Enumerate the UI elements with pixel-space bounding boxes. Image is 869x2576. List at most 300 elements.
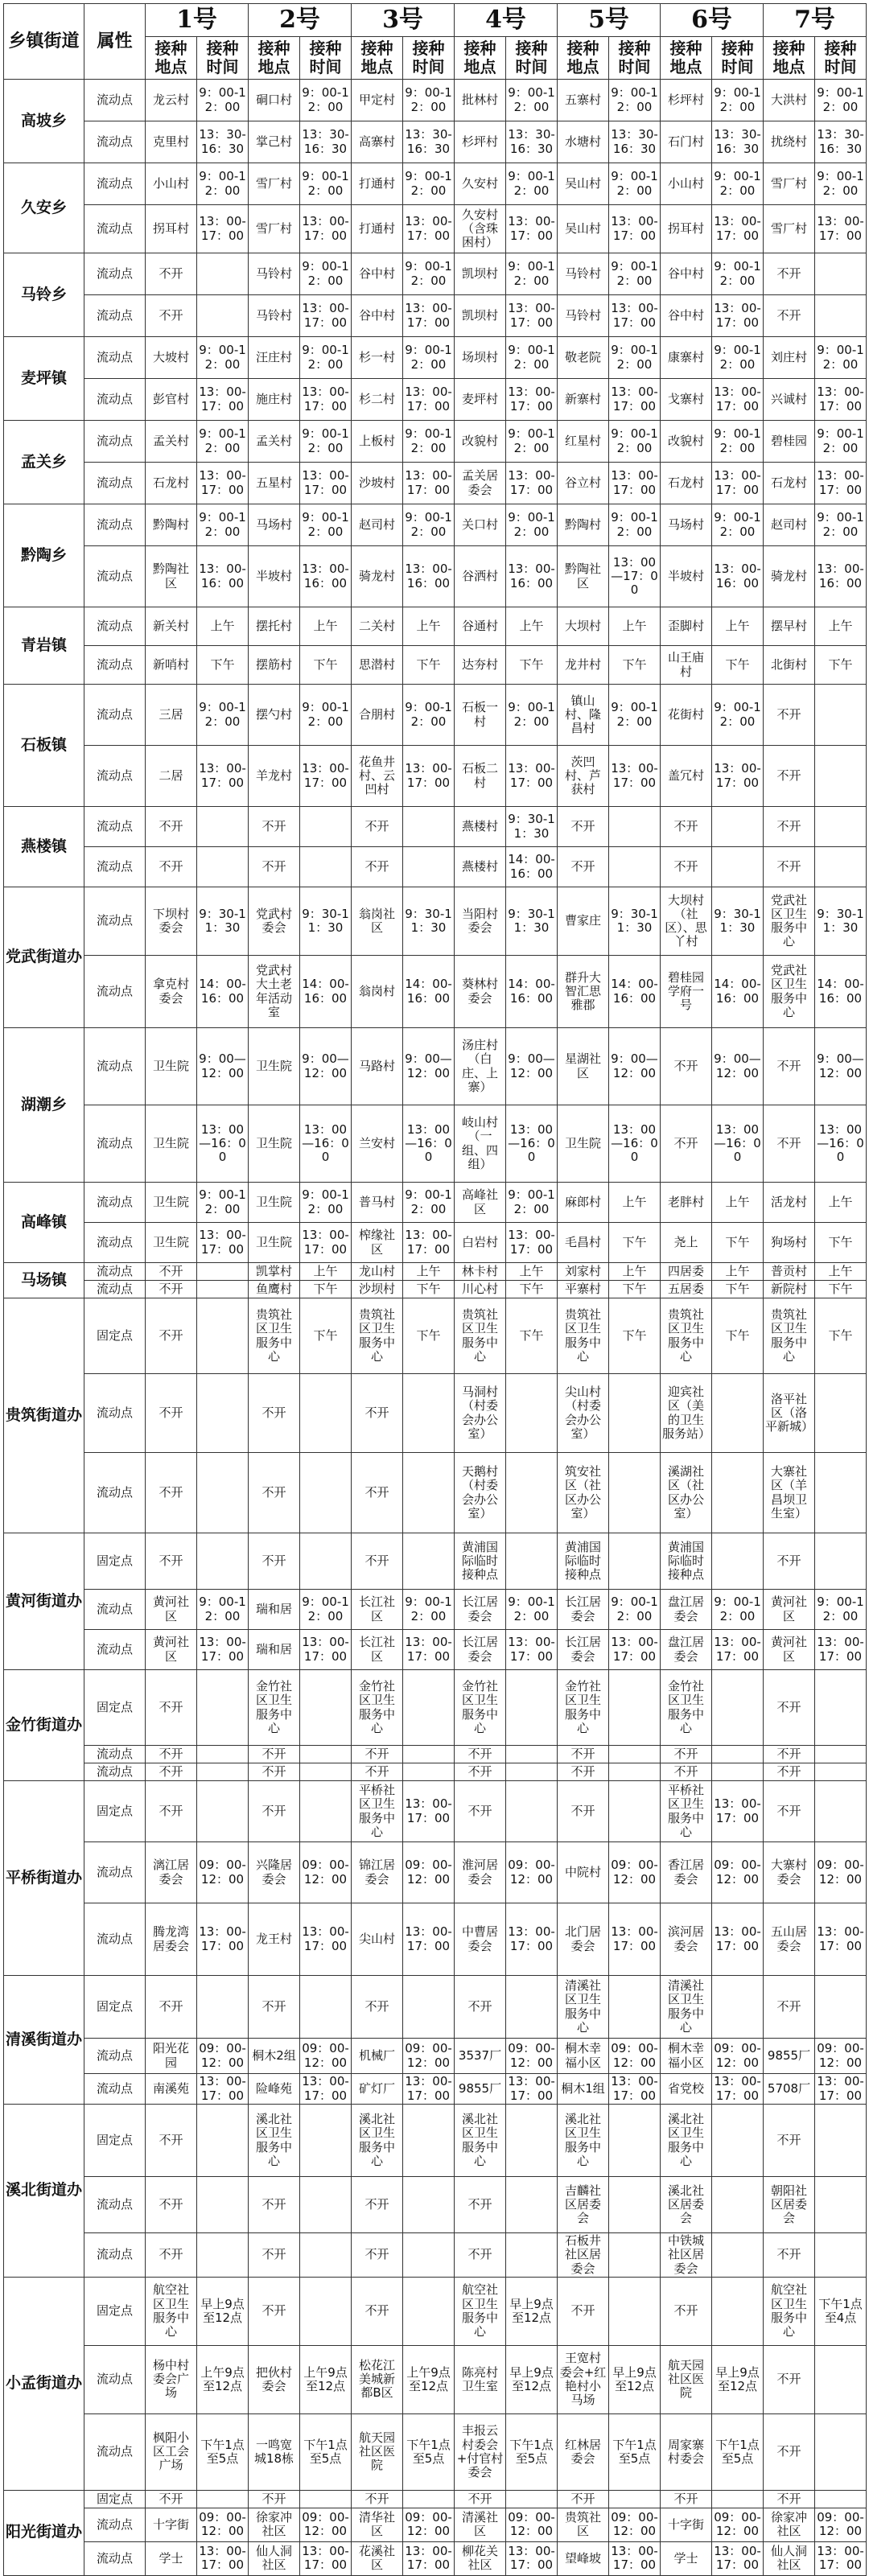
- time-cell: [300, 1763, 352, 1781]
- site-cell: 花溪社区: [352, 2541, 403, 2575]
- site-type: 固定点: [84, 2490, 146, 2508]
- site-cell: 康寨村: [661, 337, 712, 379]
- time-cell: 上午9点至12点: [403, 2345, 455, 2413]
- site-cell: 拿克村委会: [146, 956, 197, 1028]
- town-name: 平桥街道办: [4, 1781, 84, 1976]
- time-cell: [712, 1453, 764, 1533]
- time-cell: 上午: [815, 1183, 867, 1223]
- time-cell: 13：00—16：00: [197, 1105, 249, 1183]
- site-type: 流动点: [84, 546, 146, 607]
- site-cell: 石板一村: [455, 685, 506, 746]
- time-cell: 下午1点至5点: [506, 2413, 558, 2490]
- time-cell: 9：00-12：00: [300, 1590, 352, 1630]
- time-cell: 9：30-11：30: [712, 887, 764, 956]
- time-cell: 上午: [300, 607, 352, 646]
- time-cell: 上午: [712, 607, 764, 646]
- time-cell: 13：00-17：00: [712, 205, 764, 253]
- table-row: [4, 2345, 867, 2413]
- site-cell: 毛昌村: [558, 1223, 609, 1263]
- time-cell: 13：00-17：00: [609, 2541, 661, 2575]
- site-cell: 沙坡村: [352, 463, 403, 504]
- time-cell: 13：00-17：00: [403, 205, 455, 253]
- table-row: [4, 2177, 867, 2233]
- site-cell: 清溪社区: [455, 2508, 506, 2541]
- site-cell: 不开: [352, 1453, 403, 1533]
- time-cell: 上午9点至12点: [197, 2345, 249, 2413]
- time-cell: [300, 2233, 352, 2278]
- table-row: [4, 1763, 867, 1781]
- time-cell: 13：00-17：00: [609, 2074, 661, 2105]
- time-cell: 13：00-17：00: [197, 205, 249, 253]
- site-cell: 不开: [352, 1763, 403, 1781]
- site-cell: 吴山村: [558, 163, 609, 205]
- time-cell: 13：00-17：00: [300, 379, 352, 421]
- time-cell: 下午: [712, 646, 764, 685]
- time-cell: [712, 2105, 764, 2177]
- site-cell: 五山居委会: [764, 1903, 815, 1976]
- site-cell: 卫生院: [249, 1183, 300, 1223]
- time-cell: 9：00-12：00: [300, 163, 352, 205]
- time-header: 接种时间: [712, 37, 764, 80]
- time-cell: [506, 1533, 558, 1590]
- site-cell: 不开: [764, 1533, 815, 1590]
- site-cell: 盖冗村: [661, 746, 712, 807]
- site-cell: 卫生院: [249, 1105, 300, 1183]
- table-row: [4, 1781, 867, 1842]
- site-cell: 不开: [249, 1781, 300, 1842]
- time-cell: 13：00-16：00: [815, 546, 867, 607]
- time-cell: [197, 1763, 249, 1781]
- time-cell: [403, 807, 455, 847]
- town-name: 石板镇: [4, 685, 84, 807]
- site-cell: 不开: [455, 2233, 506, 2278]
- site-cell: 不开: [661, 847, 712, 887]
- time-cell: 09：00-12：00: [712, 1842, 764, 1903]
- site-cell: 清溪社区卫生服务中心: [558, 1976, 609, 2039]
- time-cell: [403, 2490, 455, 2508]
- site-type: 流动点: [84, 1903, 146, 1976]
- site-cell: 阳光花园: [146, 2039, 197, 2074]
- time-cell: 上午: [712, 1263, 764, 1281]
- time-cell: 早上9点至12点: [506, 2345, 558, 2413]
- site-cell: 翁岗村: [352, 956, 403, 1028]
- time-cell: 13：00-17：00: [712, 746, 764, 807]
- site-cell: 不开: [146, 847, 197, 887]
- site-cell: 合朋村: [352, 685, 403, 746]
- site-cell: 久安村（含珠困村）: [455, 205, 506, 253]
- site-cell: 曹家庄: [558, 887, 609, 956]
- site-cell: 达夯村: [455, 646, 506, 685]
- time-cell: 13：00-17：00: [403, 746, 455, 807]
- time-cell: 上午: [609, 1183, 661, 1223]
- time-cell: 下午: [815, 646, 867, 685]
- site-type: 流动点: [84, 746, 146, 807]
- site-cell: 杉二村: [352, 379, 403, 421]
- site-cell: 拐耳村: [661, 205, 712, 253]
- site-cell: 平桥社区卫生服务中心: [661, 1781, 712, 1842]
- time-cell: 下午: [403, 1281, 455, 1298]
- time-cell: [609, 2233, 661, 2278]
- time-cell: 09：00-12：00: [609, 2508, 661, 2541]
- site-cell: 大洪村: [764, 80, 815, 121]
- site-cell: 清华社区: [352, 2508, 403, 2541]
- time-cell: 9：00-12：00: [815, 163, 867, 205]
- time-cell: [300, 1746, 352, 1763]
- table-row: [4, 80, 867, 121]
- time-cell: 9：00-12：00: [197, 163, 249, 205]
- site-cell: 筑安社区（社区办公室）: [558, 1453, 609, 1533]
- time-cell: 上午: [712, 1183, 764, 1223]
- vaccination-schedule-table: [3, 3, 867, 2576]
- site-cell: 孟关村: [146, 421, 197, 463]
- site-cell: 镇山村、隆昌村: [558, 685, 609, 746]
- site-cell: 谷中村: [661, 295, 712, 337]
- time-cell: [300, 1781, 352, 1842]
- site-cell: 新哨村: [146, 646, 197, 685]
- time-cell: 13：00-17：00: [197, 463, 249, 504]
- site-cell: 省党校: [661, 2074, 712, 2105]
- time-cell: [815, 2177, 867, 2233]
- time-cell: 13：30-16：30: [815, 121, 867, 163]
- time-cell: [197, 1533, 249, 1590]
- site-cell: 不开: [249, 1976, 300, 2039]
- site-cell: 不开: [352, 1976, 403, 2039]
- site-cell: 敬老院: [558, 337, 609, 379]
- table-row: [4, 2508, 867, 2541]
- site-cell: 谷中村: [352, 295, 403, 337]
- site-cell: 不开: [146, 2233, 197, 2278]
- time-cell: 9：00-12：00: [403, 253, 455, 295]
- site-cell: 黄河社区: [146, 1590, 197, 1630]
- site-cell: 不开: [146, 1670, 197, 1746]
- site-cell: 麦坪村: [455, 379, 506, 421]
- site-type: 流动点: [84, 337, 146, 379]
- site-cell: 贵筑社区卫生服务中心: [352, 1298, 403, 1374]
- time-cell: [712, 807, 764, 847]
- site-cell: 不开: [146, 2177, 197, 2233]
- time-cell: 下午: [197, 646, 249, 685]
- time-cell: 9：00-12：00: [609, 421, 661, 463]
- site-cell: 不开: [558, 1781, 609, 1842]
- site-type: 流动点: [84, 421, 146, 463]
- date-header: 2号: [249, 4, 352, 37]
- site-cell: 燕楼村: [455, 847, 506, 887]
- site-cell: 兴诚村: [764, 379, 815, 421]
- site-cell: 新关村: [146, 607, 197, 646]
- place-header: 接种地点: [558, 37, 609, 80]
- time-cell: [712, 1976, 764, 2039]
- site-cell: 尧上: [661, 1223, 712, 1263]
- time-cell: [815, 1453, 867, 1533]
- site-cell: 硐口村: [249, 80, 300, 121]
- site-cell: 水塘村: [558, 121, 609, 163]
- site-cell: 不开: [352, 1374, 403, 1453]
- time-cell: [300, 1976, 352, 2039]
- time-cell: 9：00-12：00: [506, 163, 558, 205]
- site-cell: 朝阳社区居委会: [764, 2177, 815, 2233]
- time-cell: [712, 2177, 764, 2233]
- site-cell: 桐木1组: [558, 2074, 609, 2105]
- time-cell: 下午: [300, 646, 352, 685]
- site-cell: 龙王村: [249, 1903, 300, 1976]
- site-cell: 不开: [764, 685, 815, 746]
- site-cell: 黄浦国际临时接种点: [455, 1533, 506, 1590]
- table-row: [4, 546, 867, 607]
- time-cell: 13：00-17：00: [300, 746, 352, 807]
- site-cell: 航空社区卫生服务中心: [455, 2277, 506, 2345]
- date-header: 4号: [455, 4, 558, 37]
- time-cell: 上午: [403, 1263, 455, 1281]
- site-cell: 党武社区卫生服务中心: [764, 956, 815, 1028]
- town-name: 溪北街道办: [4, 2105, 84, 2278]
- time-cell: 9：00—12：00: [609, 1028, 661, 1105]
- time-cell: 09：00-12：00: [815, 2039, 867, 2074]
- time-cell: 9：00-12：00: [609, 1590, 661, 1630]
- time-cell: 13：00-17：00: [506, 1903, 558, 1976]
- site-cell: 普马村: [352, 1183, 403, 1223]
- time-cell: 下午1点至5点: [712, 2413, 764, 2490]
- table-row: [4, 1028, 867, 1105]
- time-cell: 下午: [712, 1223, 764, 1263]
- site-type: 流动点: [84, 379, 146, 421]
- site-cell: 黔陶社区: [558, 546, 609, 607]
- time-cell: 13：00-17：00: [197, 1630, 249, 1670]
- site-cell: 金竹社区卫生服务中心: [249, 1670, 300, 1746]
- time-cell: [197, 2105, 249, 2177]
- site-cell: 五寨村: [558, 80, 609, 121]
- time-cell: 13：00—16：00: [300, 1105, 352, 1183]
- time-cell: [197, 1263, 249, 1281]
- time-cell: 9：00-12：00: [197, 685, 249, 746]
- time-cell: 9：00—12：00: [403, 1028, 455, 1105]
- site-cell: 改貌村: [455, 421, 506, 463]
- site-cell: 不开: [764, 807, 815, 847]
- site-cell: 香江居委会: [661, 1842, 712, 1903]
- time-cell: [609, 1670, 661, 1746]
- site-cell: 白岩村: [455, 1223, 506, 1263]
- time-cell: 9：00-12：00: [403, 504, 455, 546]
- table-row: [4, 2541, 867, 2575]
- table-row: [4, 2105, 867, 2177]
- time-cell: 13：00-17：00: [403, 2541, 455, 2575]
- site-type: 流动点: [84, 956, 146, 1028]
- time-cell: [300, 1533, 352, 1590]
- site-cell: 马铃村: [558, 295, 609, 337]
- time-cell: 13：00-17：00: [506, 2074, 558, 2105]
- site-cell: 长江居委会: [558, 1630, 609, 1670]
- time-cell: [300, 2277, 352, 2345]
- time-cell: 9：00-12：00: [403, 421, 455, 463]
- time-cell: 13：00-17：00: [712, 2074, 764, 2105]
- table-row: [4, 253, 867, 295]
- site-cell: 五居委: [661, 1281, 712, 1298]
- site-cell: 不开: [146, 1263, 197, 1281]
- time-cell: 下午: [403, 1298, 455, 1374]
- time-cell: 13：00-16：00: [403, 546, 455, 607]
- time-cell: [712, 1746, 764, 1763]
- place-header: 接种地点: [764, 37, 815, 80]
- table-row: [4, 205, 867, 253]
- site-cell: 不开: [249, 1533, 300, 1590]
- site-cell: 半坡村: [661, 546, 712, 607]
- time-cell: [815, 295, 867, 337]
- site-cell: 川心村: [455, 1281, 506, 1298]
- site-type: 流动点: [84, 80, 146, 121]
- time-cell: [403, 847, 455, 887]
- site-type: 流动点: [84, 1263, 146, 1281]
- site-cell: 中曹居委会: [455, 1903, 506, 1976]
- town-name: 小孟街道办: [4, 2277, 84, 2490]
- site-cell: 黔陶村: [558, 504, 609, 546]
- table-row: [4, 2413, 867, 2490]
- time-cell: [609, 847, 661, 887]
- site-cell: 平寨村: [558, 1281, 609, 1298]
- site-cell: 不开: [455, 1763, 506, 1781]
- table-row: [4, 807, 867, 847]
- site-cell: 贵筑社区卫生服务中心: [764, 1298, 815, 1374]
- site-cell: 马铃村: [249, 253, 300, 295]
- time-cell: 13：00-17：00: [815, 205, 867, 253]
- site-cell: 不开: [764, 295, 815, 337]
- time-cell: [197, 1976, 249, 2039]
- time-cell: 下午: [609, 1298, 661, 1374]
- site-cell: 谷通村: [455, 607, 506, 646]
- time-cell: 09：00-12：00: [197, 1842, 249, 1903]
- time-cell: 13：00-17：00: [403, 1630, 455, 1670]
- town-name: 高峰镇: [4, 1183, 84, 1263]
- site-cell: 翁岗社区: [352, 887, 403, 956]
- site-cell: 3537厂: [455, 2039, 506, 2074]
- town-name: 阳光街道办: [4, 2490, 84, 2575]
- site-cell: 龙云村: [146, 80, 197, 121]
- town-name: 湖潮乡: [4, 1028, 84, 1183]
- site-cell: 党武村大土老年活动室: [249, 956, 300, 1028]
- table-row: [4, 1630, 867, 1670]
- time-cell: 9：00—12：00: [506, 1028, 558, 1105]
- site-cell: 小山村: [146, 163, 197, 205]
- site-cell: 汤庄村（白庄、上寨）: [455, 1028, 506, 1105]
- site-cell: 十字街: [146, 2508, 197, 2541]
- site-cell: 腾龙湾居委会: [146, 1903, 197, 1976]
- time-cell: [712, 2277, 764, 2345]
- table-row: [4, 1903, 867, 1976]
- table-row: [4, 504, 867, 546]
- time-cell: 9：00-12：00: [403, 80, 455, 121]
- site-type: 流动点: [84, 2541, 146, 2575]
- site-cell: 摆筋村: [249, 646, 300, 685]
- site-cell: 大寨社区（羊昌坝卫生室）: [764, 1453, 815, 1533]
- time-cell: [506, 1746, 558, 1763]
- time-cell: 9：00-12：00: [197, 1183, 249, 1223]
- site-cell: 打通村: [352, 163, 403, 205]
- site-cell: 松花江美城新都B区: [352, 2345, 403, 2413]
- time-cell: 13：00-17：00: [506, 379, 558, 421]
- time-cell: 13：00-17：00: [609, 1630, 661, 1670]
- site-cell: 大坝村: [558, 607, 609, 646]
- site-cell: 掌己村: [249, 121, 300, 163]
- time-cell: 13：30-16：30: [609, 121, 661, 163]
- time-cell: 下午1点至5点: [197, 2413, 249, 2490]
- time-cell: 9：00-12：00: [300, 685, 352, 746]
- site-cell: 摆勺村: [249, 685, 300, 746]
- site-cell: 不开: [455, 1976, 506, 2039]
- time-cell: 13：00-17：00: [506, 1630, 558, 1670]
- time-cell: [506, 1781, 558, 1842]
- time-cell: 9：00-12：00: [300, 1183, 352, 1223]
- table-row: [4, 1223, 867, 1263]
- site-cell: 吴山村: [558, 205, 609, 253]
- table-row: [4, 1590, 867, 1630]
- site-cell: 望峰坡: [558, 2541, 609, 2575]
- time-cell: 9：00-12：00: [609, 80, 661, 121]
- site-type: 流动点: [84, 2177, 146, 2233]
- time-cell: 上午: [403, 607, 455, 646]
- time-cell: 13：00-16：00: [506, 546, 558, 607]
- time-cell: [712, 1533, 764, 1590]
- time-cell: 13：00-17：00: [712, 463, 764, 504]
- table-row: [4, 685, 867, 746]
- time-cell: 9：00-12：00: [712, 163, 764, 205]
- site-cell: 不开: [558, 2490, 609, 2508]
- site-cell: 不开: [146, 1453, 197, 1533]
- site-cell: 不开: [764, 2345, 815, 2413]
- town-name: 久安乡: [4, 163, 84, 253]
- site-cell: 不开: [249, 2177, 300, 2233]
- site-cell: 不开: [764, 1763, 815, 1781]
- time-cell: 9：00-12：00: [506, 421, 558, 463]
- site-cell: 5708厂: [764, 2074, 815, 2105]
- site-type: 流动点: [84, 607, 146, 646]
- site-cell: 凯掌村: [249, 1263, 300, 1281]
- time-cell: 13：00-17：00: [300, 1630, 352, 1670]
- site-cell: 党武村委会: [249, 887, 300, 956]
- site-cell: 学士: [661, 2541, 712, 2575]
- site-cell: 扰绕村: [764, 121, 815, 163]
- site-cell: 卫生院: [249, 1028, 300, 1105]
- time-cell: 13：30-16：30: [197, 121, 249, 163]
- time-cell: [197, 1453, 249, 1533]
- site-cell: 三居: [146, 685, 197, 746]
- time-cell: [300, 847, 352, 887]
- site-cell: 天鹅村（村委会办公室）: [455, 1453, 506, 1533]
- site-cell: 刘庄村: [764, 337, 815, 379]
- site-cell: 二关村: [352, 607, 403, 646]
- time-cell: 9：00-12：00: [506, 253, 558, 295]
- time-cell: 9：00-12：00: [506, 80, 558, 121]
- site-cell: 中铁城社区居委会: [661, 2233, 712, 2278]
- site-cell: 红星村: [558, 421, 609, 463]
- site-cell: 一鸣宽城18栋: [249, 2413, 300, 2490]
- site-cell: 歪脚村: [661, 607, 712, 646]
- site-type: 固定点: [84, 1533, 146, 1590]
- time-cell: 13：00—16：00: [506, 1105, 558, 1183]
- time-cell: 13：00—16：00: [609, 1105, 661, 1183]
- site-cell: 机械厂: [352, 2039, 403, 2074]
- site-cell: 不开: [764, 253, 815, 295]
- time-cell: 9：00—12：00: [197, 1028, 249, 1105]
- site-cell: 彭官村: [146, 379, 197, 421]
- time-cell: 9：00-12：00: [506, 685, 558, 746]
- site-cell: 星湖社区: [558, 1028, 609, 1105]
- time-cell: 9：00-12：00: [403, 163, 455, 205]
- site-type: 流动点: [84, 295, 146, 337]
- time-cell: 上午: [197, 607, 249, 646]
- time-cell: 09：00-12：00: [609, 1842, 661, 1903]
- site-cell: 贵筑社区: [558, 2508, 609, 2541]
- site-cell: 吉麟社区居委会: [558, 2177, 609, 2233]
- time-cell: 上午: [815, 1263, 867, 1281]
- site-cell: 不开: [249, 1763, 300, 1781]
